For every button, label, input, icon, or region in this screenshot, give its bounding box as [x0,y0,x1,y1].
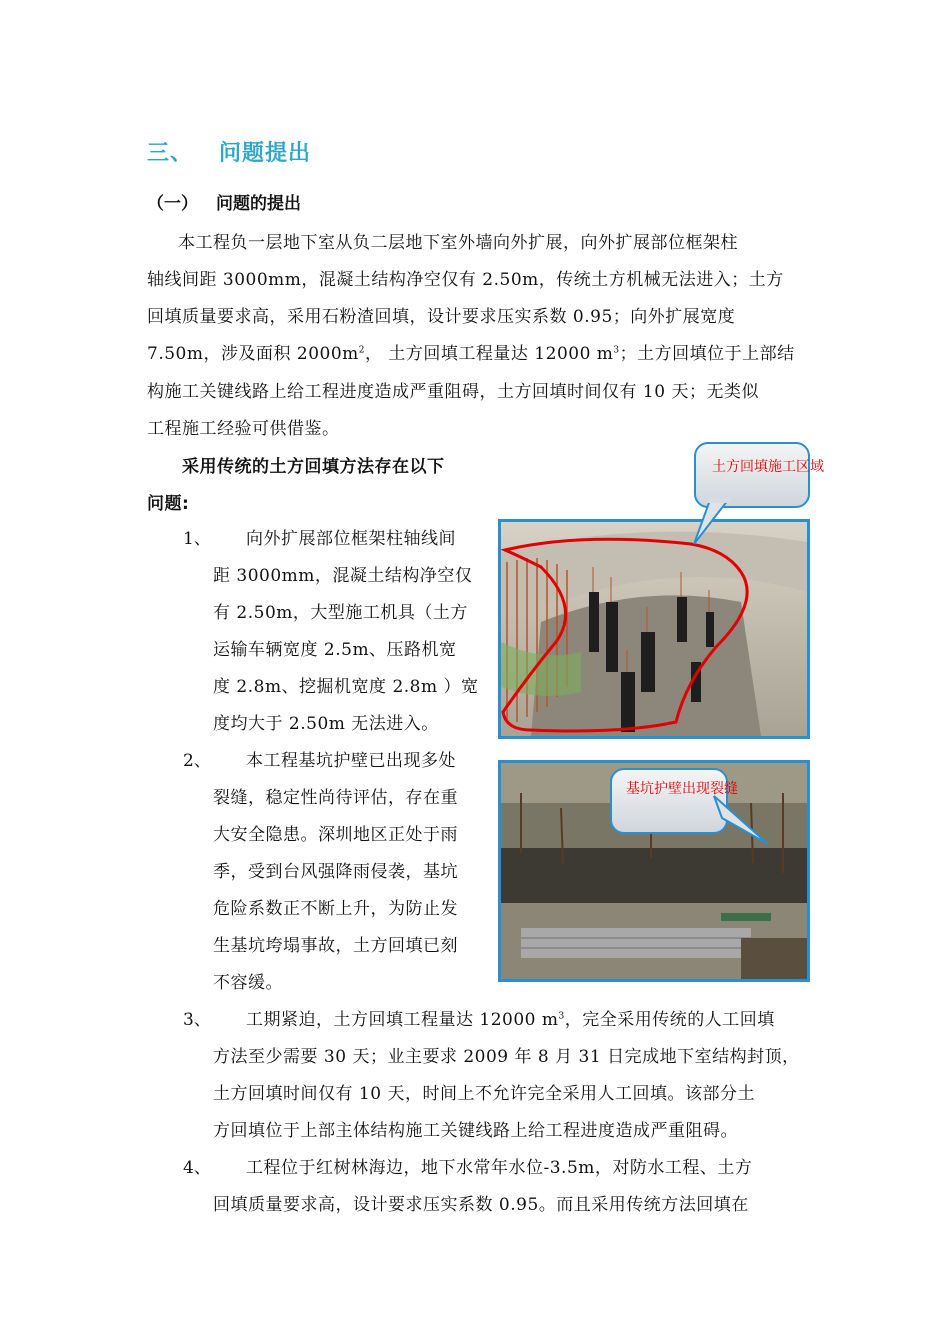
lead-line-1: 采用传统的土方回填方法存在以下 [182,457,445,477]
item-1-number: 1、 [183,529,211,549]
section-number: 三、 [147,141,194,166]
subsection-title: 问题的提出 [216,194,301,214]
construction-site-illustration [501,522,807,736]
intro-line-4: 7.50m，涉及面积 $2000m^2$， 土方回填工程量达 12000 $m^3$；土方回填位于上部结 [147,344,795,364]
item-2-line: 大安全隐患。深圳地区正处于雨 [213,825,458,845]
subsection-heading [147,189,301,214]
callout-pointer-icon [712,790,772,850]
item-4-line: 工程位于红树林海边，地下水常年水位-3.5m，对防水工程、土方 [246,1158,753,1178]
item-2-line: 季，受到台风强降雨侵袭，基坑 [213,862,458,882]
intro-line-3: 回填质量要求高，采用石粉渣回填，设计要求压实系数 0.95；向外扩展宽度 [147,307,736,327]
item-1-line: 运输车辆宽度 2.5m、压路机宽 [213,640,457,660]
backfill-callout-text: 土方回填施工区域 [712,459,824,475]
item-2-line: 裂缝，稳定性尚待评估，存在重 [213,788,458,808]
item-1-line: 度 2.8m、挖掘机宽度 2.8m ）宽 [213,677,479,697]
item-3-line: 方回填位于上部主体结构施工关键线路上给工程进度造成严重阻碍。 [213,1121,738,1141]
callout-pointer-icon [688,498,738,548]
item-3-line: 工期紧迫，土方回填工程量达 12000 $m^3$，完全采用传统的人工回填 [246,1010,775,1030]
item-2-line: 危险系数正不断上升，为防止发 [213,899,458,919]
item-1-line: 向外扩展部位框架柱轴线间 [246,529,456,549]
item-2-line: 本工程基坑护壁已出现多处 [246,751,456,771]
crack-callout-text: 基坑护壁出现裂缝 [626,781,738,797]
item-2-number: 2、 [183,751,211,771]
item-1-line: 有 2.50m，大型施工机具（土方 [213,603,468,623]
item-2-line: 生基坑垮塌事故，土方回填已刻 [213,936,458,956]
subsection-number: （一） [147,194,198,214]
intro-line-1: 本工程负一层地下室从负二层地下室外墙向外扩展，向外扩展部位框架柱 [178,233,738,253]
intro-line-5: 构施工关键线路上给工程进度造成严重阻碍，土方回填时间仅有 10 天；无类似 [147,382,759,402]
item-1-line: 距 3000mm，混凝土结构净空仅 [213,566,473,586]
lead-line-2: 问题: [147,494,190,514]
section-heading [147,136,311,167]
item-3-number: 3、 [183,1010,211,1030]
item-3-line: 方法至少需要 30 天；业主要求 2009 年 8 月 31 日完成地下室结构封顶， [213,1047,800,1067]
item-4-number: 4、 [183,1158,211,1178]
item-2-line: 不容缓。 [213,973,283,993]
section-title: 问题提出 [219,141,312,166]
backfill-area-photo [498,519,810,739]
item-4-line: 回填质量要求高，设计要求压实系数 0.95。而且采用传统方法回填在 [213,1195,749,1215]
item-1-line: 度均大于 2.50m 无法进入。 [213,714,439,734]
intro-line-2: 轴线间距 3000mm，混凝土结构净空仅有 2.50m，传统土方机械无法进入；土方 [147,270,784,290]
intro-line-6: 工程施工经验可供借鉴。 [147,419,340,439]
item-3-line: 土方回填时间仅有 10 天，时间上不允许完全采用人工回填。该部分土 [213,1084,755,1104]
